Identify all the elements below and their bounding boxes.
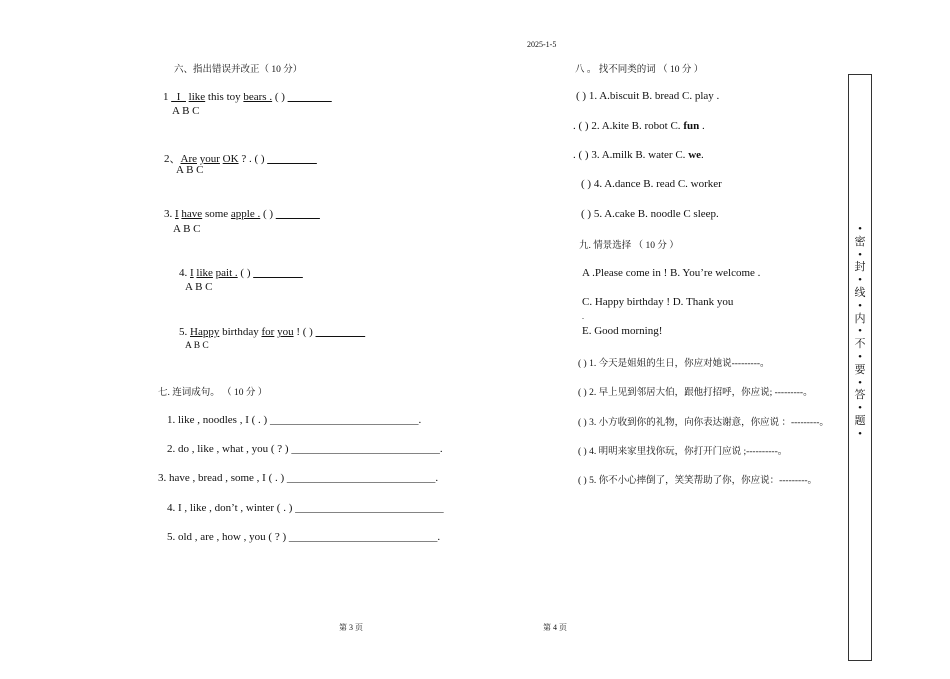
- page-number-4: 第 4 页: [543, 623, 567, 632]
- seal-line-frame: [848, 74, 872, 661]
- section7-item-1: 1. like , noodles , I ( . ) ___________________________.: [167, 414, 422, 426]
- section9-item-5: ( ) 5. 你不小心摔倒了，笑笑帮助了你，你应说：---------。: [578, 476, 818, 486]
- section9-option-e: E. Good morning!: [582, 325, 663, 337]
- section8-item-2: . ( ) 2. A.kite B. robot C. fun .: [573, 120, 705, 132]
- section8-item-4: ( ) 4. A.dance B. read C. worker: [581, 178, 722, 190]
- seal-line-text: • 密 • 封 • 线 • 内 • 不 • 要 • 答 • 题 •: [854, 223, 866, 440]
- section6-letters-5: A B C: [185, 341, 209, 351]
- section8-item-5: ( ) 5. A.cake B. noodle C sleep.: [581, 208, 719, 220]
- section9-item-1: ( ) 1. 今天是姐姐的生日，你应对她说---------。: [578, 359, 770, 369]
- section7-item-2: 2. do , like , what , you ( ? ) ___________________________.: [167, 443, 443, 455]
- section9-item-2: ( ) 2. 早上见到邻居大伯，跟他打招呼，你应说; ---------。: [578, 388, 813, 398]
- section7-item-5: 5. old , are , how , you ( ? ) ___________________________.: [167, 531, 441, 543]
- section7-item-4: 4. I , like , don’t , winter ( . ) ___________________________: [167, 502, 444, 514]
- section9-option-ab: A .Please come in ! B. You’re welcome .: [582, 267, 761, 279]
- section8-item-1: ( ) 1. A.biscuit B. bread C. play .: [576, 90, 720, 102]
- section7-title: 七. 连词成句。 （ 10 分 ）: [158, 388, 268, 398]
- section9-title: 九. 情景选择 （ 10 分 ）: [579, 241, 679, 251]
- section7-item-3: 3. have , bread , some , I ( . ) ___________________________.: [158, 472, 439, 484]
- section8-item-3: . ( ) 3. A.milk B. water C. we.: [573, 149, 704, 161]
- section6-letters-3: A B C: [173, 223, 201, 235]
- section9-item-4: ( ) 4. 明明来家里找你玩，你打开门应说 ;----------。: [578, 447, 788, 457]
- section9-option-cd: C. Happy birthday ! D. Thank you: [582, 296, 734, 308]
- section6-letters-2: A B C: [176, 164, 204, 176]
- section6-letters-1: A B C: [172, 105, 200, 117]
- section9-option-dot: .: [582, 312, 584, 321]
- section9-item-3: ( ) 3. 小方收到你的礼物，向你表达谢意，你应说 ：---------。: [578, 418, 829, 428]
- section6-letters-4: A B C: [185, 281, 213, 293]
- header-date: 2025-1-5: [527, 40, 557, 49]
- section8-title: 八 。 找不同类的词 （ 10 分 ）: [575, 65, 704, 75]
- page-number-3: 第 3 页: [339, 623, 363, 632]
- section6-title: 六、指出错误并改正（ 10 分）: [174, 65, 303, 75]
